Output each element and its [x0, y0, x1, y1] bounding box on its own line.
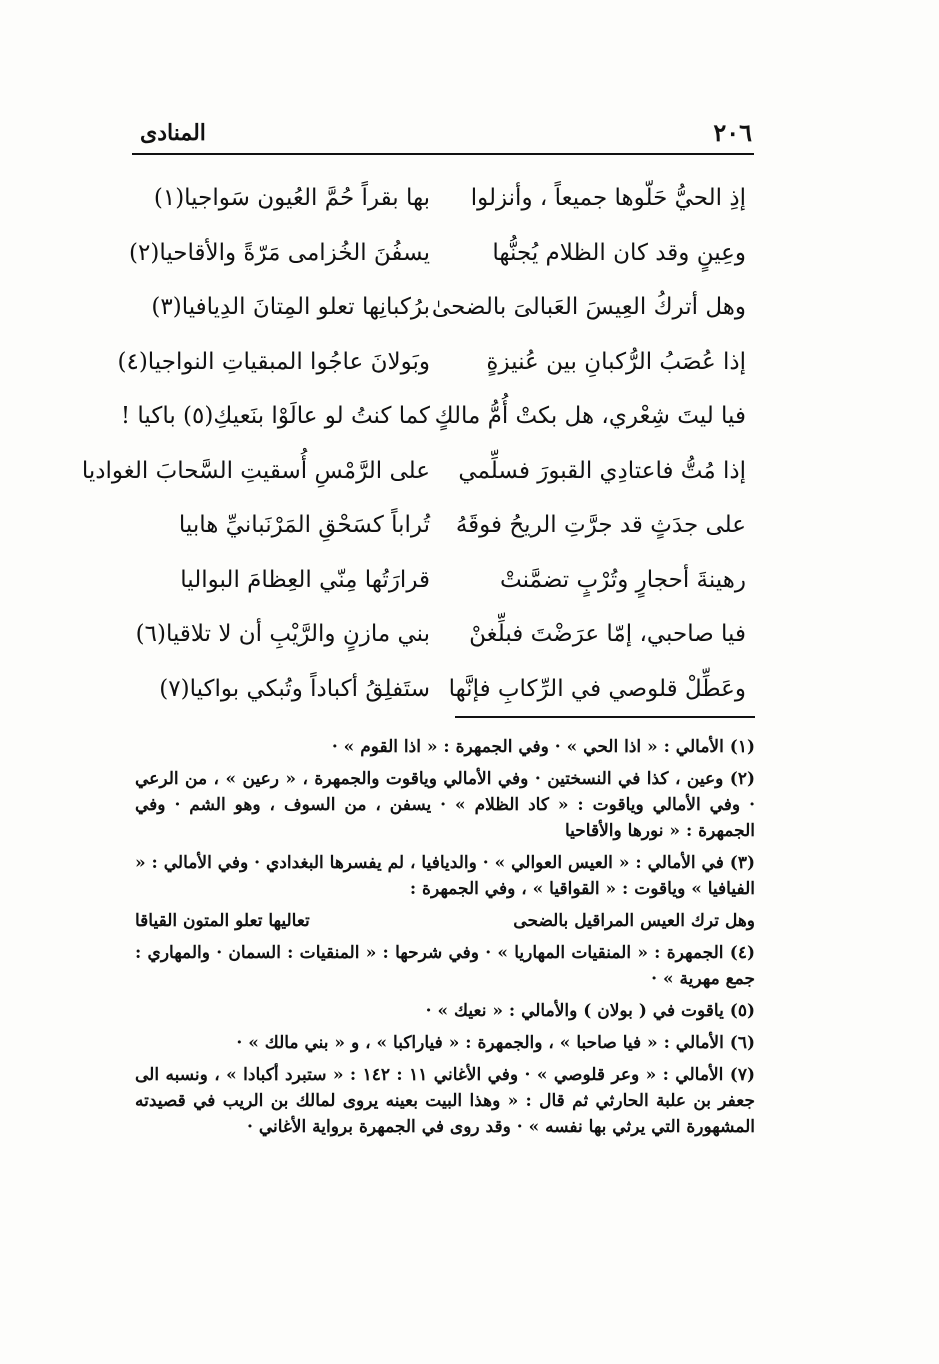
verse: [140, 669, 746, 724]
running-title: المنادى: [140, 120, 206, 146]
verse-second-hemistich: وبَولانَ عاجُوا المبقياتِ النواجيا(٤): [117, 348, 430, 375]
verse-first-hemistich: فيا ليتَ شِعْري، هل بكتْ أُمُّ مالكٍ: [434, 403, 746, 429]
footnote-quoted-verse: [135, 908, 755, 934]
footnote: (١) الأمالي : « اذا الحي » · وفي الجمهرة : « اذا القوم » ·: [331, 737, 755, 757]
verse-second-hemistich: برُكبانِها تعلو المِتانَ الدِيافيا(٣): [151, 294, 430, 320]
verse-second-hemistich: بها بقراً حُمَّ العُيون سَواجيا(١): [153, 185, 430, 211]
verse-first-hemistich: وعَطِّلْ قلوصي في الرِّكابِ فإنَّها: [448, 675, 746, 702]
quoted-verse-first: وهل ترك العيس المراقيل بالضحى: [513, 911, 755, 931]
verse: [120, 396, 746, 451]
verse: [140, 505, 746, 560]
footnote: (٢) وعين ، كذا في النسختين · وفي الأمالي وياقوت والجمهرة ، « رعين » ، من الرعي · وفي الأمالي وياقوت : « كاد الظلام » · يسفن ، من السوف ، وهو الشم · وفي الجمهرة : « نورها والأقاحيا: [135, 769, 755, 841]
verse-first-hemistich: إذِ الحيُّ حَلّوها جميعاً ، وأنزلوا: [470, 185, 746, 211]
verse: [140, 287, 746, 342]
verse-first-hemistich: إذا عُصَبُ الرُّكبانِ بين عُنيزةٍ: [486, 348, 746, 375]
page-number: ٢٠٦: [713, 118, 752, 147]
footnote: (٥) ياقوت في ( بولان ) والأمالي : « نعيك » ·: [425, 1001, 755, 1021]
verse-second-hemistich: قرارَتُها مِنّي العِظامَ البواليا: [180, 566, 430, 593]
verse: [140, 178, 746, 233]
footnote: (٦) الأمالي : « فيا صاحبا » ، والجمهرة : « فياراكبا » ، و « بني مالك » ·: [236, 1033, 755, 1053]
verse-first-hemistich: فيا صاحبي، إمّا عرَضْتَ فبلِّغنْ: [469, 621, 746, 647]
verse-first-hemistich: وهل أتركُ العِيسَ العَبالىَ بالضحىٰ: [431, 294, 746, 320]
verse-first-hemistich: وعِينٍ وقد كان الظلام يُجنُّها: [492, 239, 746, 266]
verse: [129, 233, 746, 288]
footnote: (٣) في الأمالي : « العيس العوالي » · والديافيا ، لم يفسرها البغدادي · وفي الأمالي : « الفيافيا » وياقوت : « القواقيا » ، وفي الجمهرة :: [135, 853, 755, 899]
verse: [140, 560, 746, 615]
footnotes: [135, 734, 755, 1146]
footnote: (٧) الأمالي : « وعر قلوصي » · وفي الأغاني ١١ : ١٤٢ : « ستبرد أكبادا » ، ونسبه الى جعفر بن علبة الحارثي ثم قال : « وهذا البيت بعينه يروى لمالك بن الريب في قصيدته المشهورة التي يرثي بها نفسه » · وقد روى في الجمهرة برواية الأغاني ·: [135, 1065, 756, 1137]
verse-second-hemistich: تُراباً كسَحْقِ المَرْنَبانيِّ هابيا: [178, 512, 430, 538]
verse-second-hemistich: على الرَّمْسِ أُسقيتِ السَّحابَ الغواديا: [81, 457, 430, 484]
verse-second-hemistich: يسفُنَ الخُزامى مَرّةً والأقاحيا(٢): [129, 239, 430, 266]
quoted-verse-second: تعاليها تعلو المتون القياقا: [135, 911, 310, 931]
page-header: [140, 118, 752, 154]
verse: [117, 342, 746, 397]
poem: [81, 178, 746, 723]
verse-second-hemistich: بني مازنٍ والرَّيْبِ أن لا تلاقيا(٦): [135, 621, 430, 647]
verse-first-hemistich: على جدَثٍ قد جرَّتِ الريحُ فوقَهُ: [455, 512, 746, 538]
header-rule: [132, 153, 754, 155]
footnotes-rule: [455, 716, 755, 718]
verse: [135, 614, 746, 669]
verse: [81, 451, 746, 506]
verse-second-hemistich: ستَفلِقُ أكباداً وتُبكي بواكيا(٧): [159, 675, 430, 702]
verse-first-hemistich: رهينةَ أحجارٍ وتُرْبٍ تضمَّنتْ: [500, 566, 746, 593]
verse-second-hemistich: كما كنتُ لو عالَوْا بنَعيكِ(٥) باكيا !: [120, 403, 430, 429]
verse-first-hemistich: إذا مُتُّ فاعتادِي القبورَ فسلِّمي: [458, 457, 746, 484]
footnote: (٤) الجمهرة : « المنقيات المهاريا » · وفي شرحها : « المنقيات : السمان · والمهاري : جمع مهرية » ·: [135, 943, 755, 989]
